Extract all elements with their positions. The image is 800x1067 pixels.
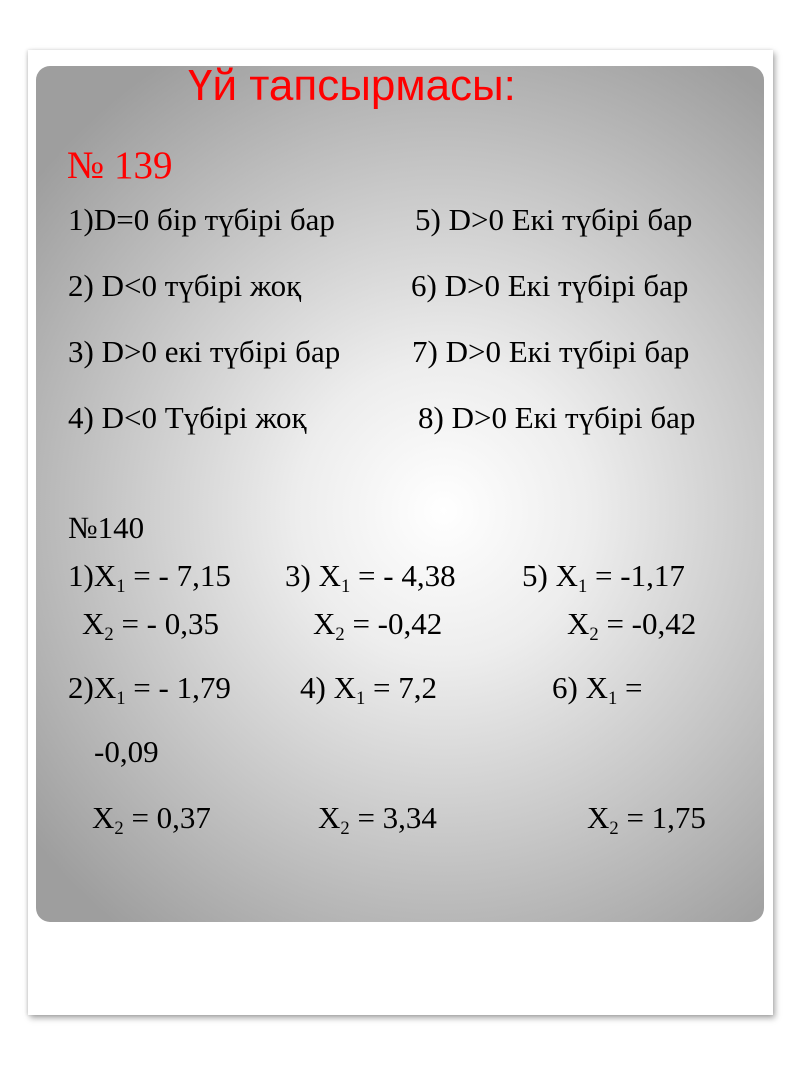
p140-answer-2-x2: $X_2 = 0,37$ bbox=[92, 800, 211, 839]
p140-answer-3-x1: 3) $X_1$ = - 4,38 bbox=[285, 558, 456, 597]
p139-item-8: 8) D>0 Екі түбірі бар bbox=[418, 400, 696, 435]
page-title: Үй тапсырмасы: bbox=[188, 61, 516, 110]
p139-item-6: 6) D>0 Екі түбірі бар bbox=[411, 268, 689, 303]
p140-answer-1-x2: $X_2$ = - 0,35 bbox=[82, 606, 219, 645]
p140-answer-4-x2: $X_2 = 3,34$ bbox=[318, 800, 437, 839]
p139-item-5: 5) D>0 Екі түбірі бар bbox=[415, 202, 693, 237]
p140-answer-5-x1: 5) $X_1 = -1,17$ bbox=[522, 558, 685, 597]
p140-answer-2-x1: $2)X_1$ = - 1,79 bbox=[68, 670, 231, 709]
p139-item-7: 7) D>0 Екі түбірі бар bbox=[412, 334, 690, 369]
p140-answer-3-x2: $X_2 = -0,42$ bbox=[313, 606, 443, 645]
p140-answer-5-x2: $X_2 = -0,42$ bbox=[567, 606, 697, 645]
content-panel bbox=[36, 61, 764, 922]
p140-answer-6-x1-value: -0,09 bbox=[94, 734, 159, 769]
problem-140-heading: №140 bbox=[68, 510, 145, 545]
p139-item-1: 1)D=0 бір түбірі бар bbox=[68, 202, 335, 237]
p139-item-2: 2) D<0 түбірі жоқ bbox=[68, 268, 302, 303]
problem-139-heading: № 139 bbox=[67, 144, 173, 187]
p140-answer-4-x1: 4) $X_1 = 7,2$ bbox=[300, 670, 437, 709]
p139-item-4: 4) D<0 Түбірі жоқ bbox=[68, 400, 307, 435]
p140-answer-6-x1: 6) $X_1$ = bbox=[552, 670, 643, 709]
p140-answer-1-x1: $1)X_1$ = - 7,15 bbox=[68, 558, 231, 597]
p140-answer-6-x2: $X_2 = 1,75$ bbox=[587, 800, 706, 839]
p139-item-3: 3) D>0 екі түбірі бар bbox=[68, 334, 341, 369]
